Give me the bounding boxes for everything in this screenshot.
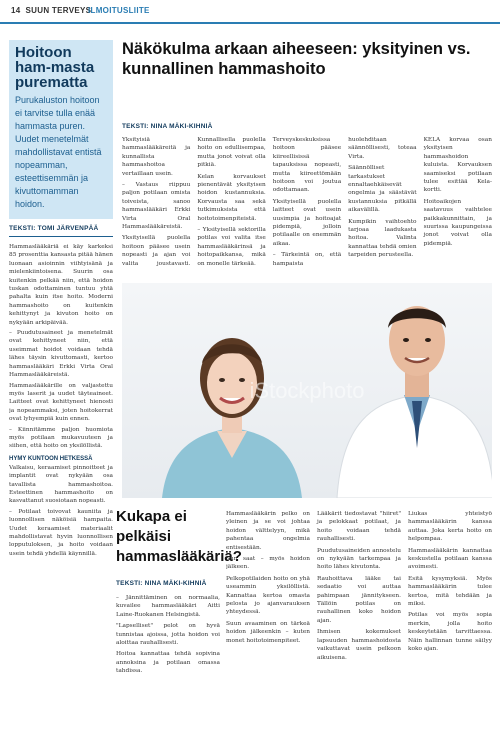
sidebar-paragraph: – Puudutusaineet ja menetelmät ovat kehittyneet niin, että useimmat hoidot voidaan tehdä lähes täysin kivuttomasti, kertoo hammaslääkäri Erkki Virta Oral Hammaslääkäreistä. — [9, 330, 113, 379]
publication-name: SUUN TERVEYS — [25, 6, 92, 15]
article2-paragraph: Ihmisen kokemukset lapsuuden hammashoidosta vaikuttavat usein pelkoon aikuisena. — [317, 629, 401, 661]
article2-paragraph: Puudutusaineiden annostelu on nykyään tarkempaa ja hoito lähes kivutonta. — [317, 547, 401, 571]
article2-byline: TEKSTI: NINA MÄKI-KIHNIÄ — [116, 580, 207, 587]
sidebar-article — [9, 40, 113, 724]
sidebar-paragraph: – Kiinnitämme paljon huomiota myös potilaan mukavuuteen ja siihen, että hoito on yksilöllistä. — [9, 426, 113, 450]
article-paragraph: Yksityisellä puolella hoitoon pääsee usein nopeasti ja ajan voi valita joustavasti. Kunnallisella puolella hoito on edullisempaa, mutta jonot voivat olla pitkiä. — [122, 137, 266, 267]
article2-first-column — [116, 594, 220, 726]
article-byline: TEKSTI: NINA MÄKI-KIHNIÄ — [122, 123, 213, 130]
sidebar-paragraph: – Potilaat toivovat kauniita ja luonnollisen näköisiä hampaita. Uudet keraamiset materiaalit mahdollistavat hyvin luonnollisen lopputuloksen, ja hoito voidaan usein tehdä yhdellä käynnillä. — [9, 508, 113, 557]
article-paragraph: Kelan korvaukset pienentävät yksityisen hoidon kustannuksia. Korvausta saa sekä tutkimuksista että hoitotoimenpiteistä. — [197, 173, 266, 222]
dentists-illustration — [122, 283, 492, 498]
article-body — [122, 136, 492, 286]
sidebar-title: Hoitoon ham-masta purematta — [15, 44, 95, 91]
article2-paragraph: Sun saat – myös hoidon jälkeen. — [226, 556, 310, 571]
sidebar-paragraph: Valkaisu, keraamiset pinnoitteet ja implantit ovat nykyään osa tavallista hammashoitoa. Esteettinen hammashoito on kasvattanut suosiotaan nopeasti. — [9, 464, 113, 505]
article2-paragraph: Suun avaaminen on tärkeä hoidon jälkeenkin – kuten monet hoitotoimenpiteet. — [226, 620, 310, 644]
section-name: ILMOITUSLIITE — [88, 6, 150, 15]
article2-paragraph: Potilas voi myös sopia merkin, jolla hoito keskeytetään tarvittaessa. Näin hallinnan tunne säilyy koko ajan. — [408, 612, 492, 653]
sidebar-lead: Purukaluston hoitoon ei tarvitse tulla enää hammasta puren. Uudet menetelmät mahdollistavat entistä nopeamman, esteettisemmän ja kivuttomamman hoidon. — [15, 95, 102, 209]
article2-paragraph: Esitä kysymyksiä. Myös hammaslääkärin tulee kertoa, mitä tehdään ja miksi. — [408, 575, 492, 608]
sidebar-header-box — [9, 40, 113, 219]
article-paragraph: Kumpikin vaihtoehto tarjoaa laadukasta hoitoa. Valinta kannattaa tehdä omien tarpeiden perusteella. — [348, 218, 417, 259]
article2-paragraph: Pelkopotilaiden hoito on yhä useammin yksilöllistä. Kannattaa kertoa omasta pelosta jo ajanvarauksen yhteydessä. — [226, 575, 310, 616]
article2-paragraph: "Lapselliset" pelot on hyvä tunnistaa ajoissa, jotta hoidon voi aloittaa rauhallisesti. — [116, 623, 220, 647]
article-paragraph: – Yksityisellä sektorilla potilas voi valita itse hammaslääkärinsä ja hoitopaikkansa, mikä on monelle tärkeää. — [197, 227, 266, 267]
article2-body — [226, 510, 492, 726]
female-dentist — [162, 338, 302, 498]
sidebar-paragraph: Hammaslääkäriä ei käy karkeksi 85 prosenttia kansasta pitää hänen luonaan asioinnin viihtyisänä ja mielenkiintoisena. Suurin osa kuitenkin pelkää niin, että hoidon tuskan odottaminen tuntuu yhtä pahalta kuin itse hoito. Moderni hammashoito on kuitenkin kehittynyt ja kivuton hoito on nykyään arkipäivää. — [9, 244, 113, 326]
photo-watermark: iStockphoto — [249, 378, 365, 403]
sidebar-paragraph: Hammaslääkärille on valjastettu myös laserit ja uudet täyteaineet. Laitteet ovat kehittyneet hienosti ja nopeammaksi, joten hoitokerrat ovat lyhyempiä kuin ennen. — [9, 382, 113, 423]
article-paragraph: Terveyskeskuksissa hoitoon pääsee kiireellisissä tapauksissa nopeasti, mutta kiireettömään hoitoon voi joutua odottamaan. — [272, 137, 342, 194]
article-paragraph: Säännölliset tarkastukset ennaltaehkäisevät ongelmia ja säästävät kustannuksia pitkällä aikavälillä. — [348, 165, 417, 214]
article2-paragraph: Hammaslääkärin pelko on yleinen ja se voi johtaa hoidon välttelyyn, mikä pahentaa ongelmia entisestään. — [226, 511, 310, 551]
page-header — [0, 0, 500, 24]
article-title: Näkökulma arkaan aiheeseen: yksityinen vs. kunnallinen hammashoito — [122, 40, 471, 78]
article-paragraph: – Tärkeintä on, että hampaista huolehditaan säännöllisesti, toteaa Virta. — [272, 137, 417, 267]
sidebar-subhead: HYMY KUNTOON HETKESSÄ — [9, 455, 93, 462]
article2-paragraph: Liukas yhteistyö hammaslääkärin kanssa auttaa. Joka kerta hoito on helpompaa. — [408, 511, 492, 543]
article2-title: Kukapa ei pelkäisi hammaslääkäriä? — [116, 508, 242, 565]
page-number: 14 SUUN TERVEYS — [11, 6, 92, 15]
article2-paragraph: Lääkärit tiedostavat "hiiret" ja pelokkaat potilaat, ja hoito voidaan tehdä rauhallisesti. — [317, 511, 401, 543]
article2-paragraph: Hoitoa kannattaa tehdä sopivina annoksina ja potilaan omassa tahdissa. — [116, 651, 220, 675]
article-paragraph: – Vastaus riippuu paljon potilaan omista toiveista, sanoo hammaslääkäri Erkki Virta Oral Hammaslääkäreistä. — [122, 182, 191, 231]
article-paragraph: Yksityisiä hammaslääkäreitä ja kunnallista hammashoitoa vertaillaan usein. — [122, 137, 191, 177]
article-paragraph: KELA korvaa osan yksityisen hammashoidon kuluista. Korvauksen saamiseksi potilaan tulee esittää Kela-kortti. — [423, 137, 492, 194]
article-paragraph: Hoitoaikojen saatavuus vaihtelee paikkakunnittain, ja suurissa kaupungeissa jonot voivat olla pidempiä. — [423, 198, 492, 247]
sidebar-byline: TEKSTI: TOMI JÄRVENPÄÄ — [9, 225, 99, 232]
article2-paragraph: Rauhoittava lääke tai sedaatio voi auttaa pahimpaan jännitykseen. Tällöin potilas on rauhallinen koko hoidon ajan. — [317, 575, 401, 624]
dentists-photo — [122, 283, 492, 498]
article-paragraph: Yksityisellä puolella laitteet ovat usein uusimpia ja hoitoajat pidempiä, jolloin potilaalle on enemmän aikaa. — [272, 198, 342, 247]
article2-paragraph: Hammaslääkärin kannattaa keskustella potilaan kanssa avoimesti. — [408, 547, 492, 571]
article2-paragraph: – Jännittäminen on normaalia, kuvailee hammaslääkäri Aitti Laine-Ruokanen Helsingistä. — [116, 595, 220, 618]
sidebar-body — [9, 243, 113, 558]
sidebar-divider — [9, 236, 113, 237]
